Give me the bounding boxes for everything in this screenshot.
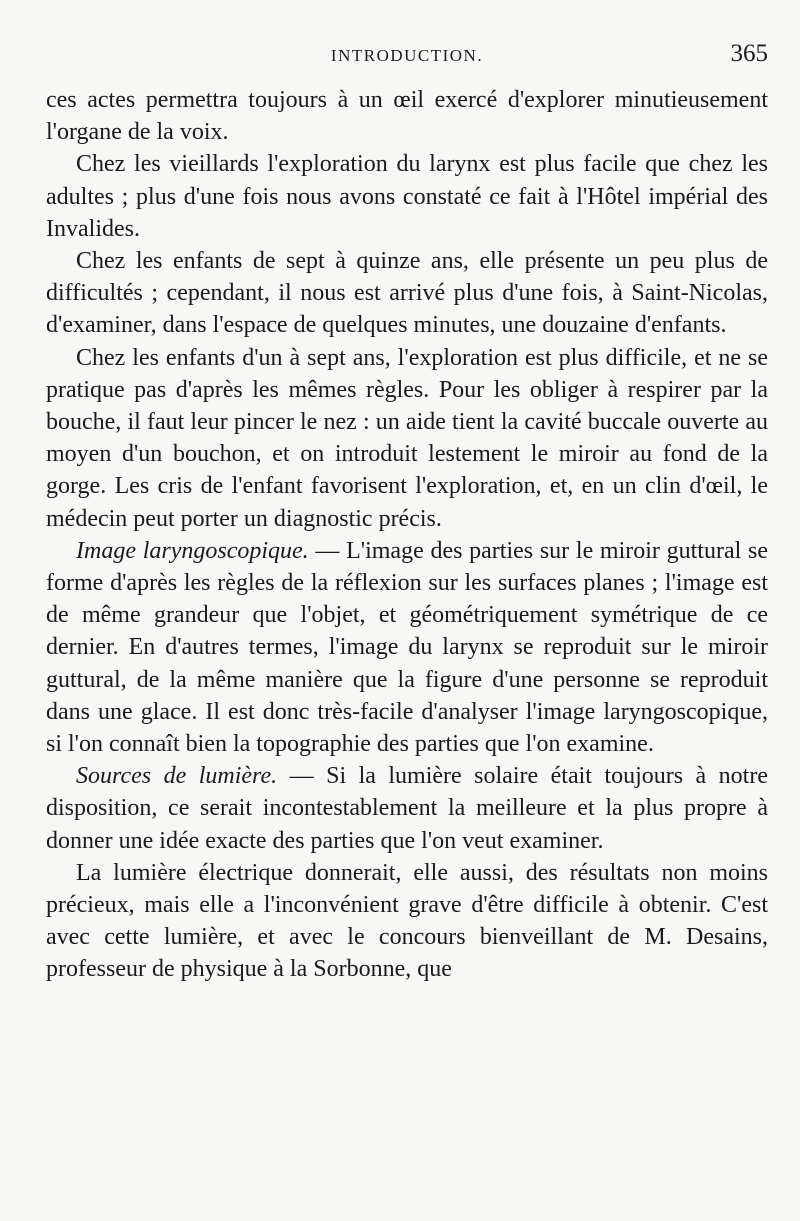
paragraph-elderly [46, 148, 768, 245]
paragraph-image-laryngoscopique [46, 535, 768, 760]
body-text [46, 84, 768, 986]
section-lead: Image laryngoscopique. [76, 537, 309, 564]
paragraph-text: La lumière électrique donnerait, elle aussi, des résultats non moins précieux, mais elle a l'inconvénient grave d'être difficile à obtenir. C'est avec cette lumière, et avec le concours bienveillant de M. Desains, professeur de physique à la Sorbonne, que [46, 859, 768, 983]
page-header [46, 38, 768, 74]
paragraph-text: Chez les vieillards l'exploration du larynx est plus facile que chez les adultes ; plus d'une fois nous avons constaté ce fait à l'Hôtel impérial des Invalides. [46, 151, 768, 242]
paragraph-text: Chez les enfants de sept à quinze ans, elle présente un peu plus de difficultés ; cependant, il nous est arrivé plus d'une fois, à Saint-Nicolas, d'examiner, dans l'espace de quelques minutes, une douzaine d'enfants. [46, 248, 768, 339]
paragraph-continuation [46, 84, 768, 148]
paragraph-text: ces actes permettra toujours à un œil exercé d'explorer minutieusement l'organe de la voix. [46, 87, 768, 146]
page-number: 365 [730, 40, 768, 67]
paragraph-text: Chez les enfants d'un à sept ans, l'exploration est plus difficile, et ne se pratique pas d'après les mêmes règles. Pour les obliger à respirer par la bouche, il faut leur pincer le nez : un aide tient la cavité buccale ouverte au moyen d'un bouchon, et on introduit lestement le miroir au fond de la gorge. Les cris de l'enfant favorisent l'exploration, et, en un clin d'œil, le médecin peut porter un diagnostic précis. [46, 344, 768, 532]
paragraph-children-seven-fifteen [46, 245, 768, 342]
paragraph-sources-lumiere [46, 760, 768, 857]
paragraph-text: — Si la lumière solaire était toujours à notre disposition, ce serait incontestablement la meilleure et la plus propre à donner une idée exacte des parties que l'on veut examiner. [46, 763, 768, 854]
paragraph-text: — L'image des parties sur le miroir guttural se forme d'après les règles de la réflexion sur les surfaces planes ; l'image est de même grandeur que l'objet, et géométriquement symétrique de ce dernier. En d'autres termes, l'image du larynx se reproduit sur le miroir guttural, de la même manière que la figure d'une personne se reproduit dans une glace. Il est donc très-facile d'analyser l'image laryngoscopique, si l'on connaît bien la topographie des parties que l'on examine. [46, 537, 768, 758]
running-head: INTRODUCTION. [330, 46, 484, 65]
paragraph-children-one-seven [46, 342, 768, 535]
section-lead: Sources de lumière. [76, 763, 278, 790]
paragraph-lumiere-electrique [46, 857, 768, 986]
